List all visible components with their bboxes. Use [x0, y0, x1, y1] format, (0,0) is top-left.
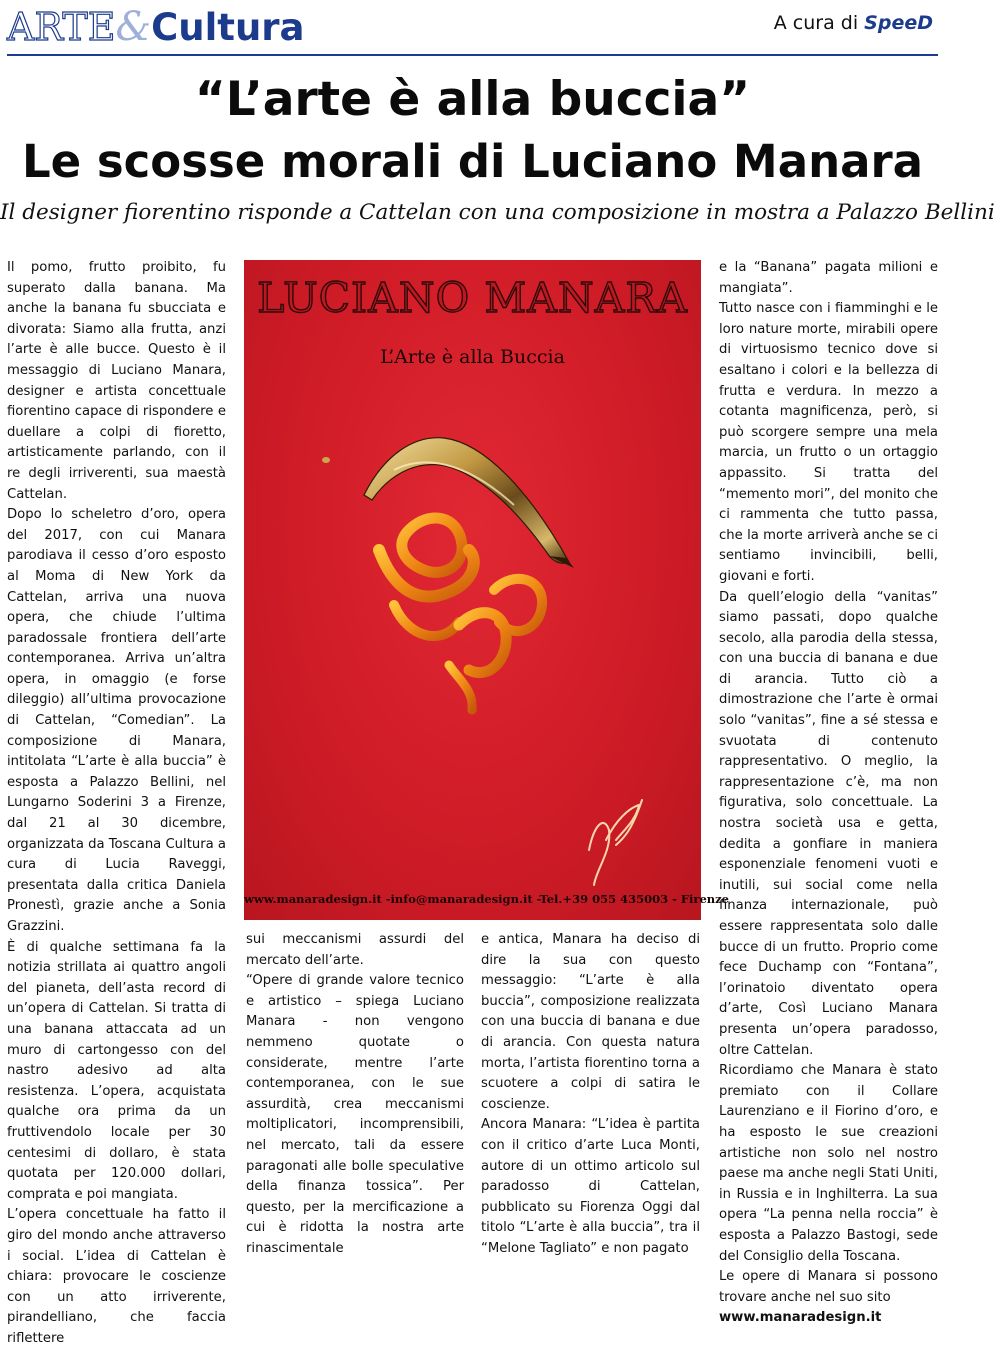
paragraph: Ancora Manara: “L’idea è partita con il critico d’arte Luca Monti, autore di un ottimo articolo sul paradosso di Cattelan, pubblicato su Fiorenza Oggi dal titolo “L’arte è alla buccia”, tra il “Melone Tagliato” e non pagato — [481, 1117, 700, 1256]
paragraph: e antica, Manara ha deciso di dire la sua con questo messaggio: “L’arte è alla buccia”, composizione realizzata con una buccia di banana e due di arancia. Con questa natura morta, l’artista fiorentino torna a scuotere a colpi di satira le coscienze. — [481, 932, 700, 1112]
section-logo-cultura: Cultura — [151, 6, 305, 49]
signature-icon — [589, 800, 642, 885]
curator-prefix: A cura di — [773, 12, 859, 34]
paragraph: Il pomo, frutto proibito, fu superato dalla banana. Ma anche la banana fu sbucciata e divorata: Siamo alla frutta, anzi l’arte è alle bucce. Questo è il messaggio di Luciano Manara, designer e artista concettuale fiorentino capace di rispondere e duellare a colpi di fioretto, artisticamente parlando, con il re degli irriverenti, sua maestà Cattelan. — [7, 260, 226, 502]
article-column-left — [7, 258, 226, 1346]
curator-credit — [774, 12, 933, 34]
orange-peel-icon — [379, 518, 542, 710]
headline-quote: “L’arte è alla buccia” — [194, 72, 751, 127]
masthead — [0, 0, 945, 56]
paragraph: Da quell’elogio della “vanitas” siamo passati, dopo qualche secolo, alla parodia della stessa, con una buccia di banana e due di arancia. Tutto ciò a dimostrazione che l’arte è ormai solo “vanitas”, fine a sé stessa e svuotata di contenuto rappresentativo. O meglio, la rappresentazione c’è, ma non figurativa, solo concettuale. La nostra società usa e getta, dedita a gonfiare in maniera esponenziale fenomeni vuoti e inutili, sui social come nella finanza internazionale, può essere rappresentata solo dalle bucce di un frutto. Proprio come fece Duchamp con “Fontana”, l’orinatoio diventato opera d’arte, Così Luciano Manara presenta un’opera paradosso, oltre Cattelan. — [719, 589, 938, 1058]
exhibition-poster — [244, 260, 729, 920]
paragraph: Ricordiamo che Manara è stato premiato con il Collare Laurenziano e il Fiorino d’oro, e ha esposto le sue creazioni artistiche non solo nel nostro paese ma anche negli Stati Uniti, in Russia e in Inghilterra. La sua opera “La penna nella roccia” è esposta a Palazzo Bastogi, sede del Consiglio della Toscana. — [719, 1063, 938, 1264]
article-column-right — [719, 258, 938, 1326]
paragraph: È di qualche settimana fa la notizia strillata ai quattro angoli del pianeta, dell’asta record di un’opera di Cattelan. Si tratta di una banana attaccata ad un muro di cartongesso con del nastro adesivo ad alta resistenza. L’opera, acquistata qualche ora prima da un fruttivendolo locale per 30 centesimi di dollaro, è stata quotata per 120.000 dollari, comprata e poi mangiata. — [7, 939, 226, 1202]
curator-name: SpeeD — [864, 12, 933, 34]
section-logo-ampersand: & — [115, 4, 152, 50]
paragraph: sui meccanismi assurdi del mercato dell’arte. — [246, 932, 464, 968]
section-logo-arte: ARTE — [7, 5, 116, 49]
article-column-middle-2 — [481, 930, 700, 1256]
paragraph: Tutto nasce con i fiamminghi e le loro nature morte, mirabili opere di virtuosismo tecnico dove si esaltano i colori e la bellezza di frutta e verdura. In mezzo a cotanta magnificenza, però, si può scorgere sempre una mela marcia, un frutto o un ortaggio appassito. Si tratta del “memento mori”, del monito che ci rammenta che tutto passa, che la morte arriverà anche se ci sentiamo invincibili, belli, giovani e forti. — [719, 301, 938, 584]
article-subtitle: Il designer fiorentino risponde a Cattelan con una composizione in mostra a Palazzo Bellini — [0, 200, 995, 225]
poster-subtitle: L’Arte è alla Buccia — [380, 346, 565, 368]
paragraph: e la “Banana” pagata milioni e mangiata”. — [719, 260, 938, 296]
headline-main: Le scosse morali di Luciano Manara — [21, 135, 924, 188]
paragraph: Dopo lo scheletro d’oro, opera del 2017, con cui Manara parodiava il cesso d’oro esposto al Moma di New York da Cattelan, arriva una nuova opera, che chiude l’ultima paradossale frontiera dell’arte contemporanea. Arriva un’altra opera, in omaggio (e forse dileggio) all’ultima provocazione di Cattelan, “Comedian”. La composizione di Manara, intitolata “L’arte è alla buccia” è esposta a Palazzo Bellini, nel Lungarno Soderini 3 a Firenze, dal 21 al 30 dicembre, organizzata da Toscana Cultura a cura di Lucia Raveggi, presentata dalla critica Daniela Pronestì, grazie anche a Sonia Grazzini. — [7, 507, 226, 934]
poster-contact-footer: www.manaradesign.it -info@manaradesign.it -Tel.+39 055 435003 - Firenze — [244, 892, 729, 906]
masthead-rule — [7, 54, 938, 56]
article-column-middle-1 — [246, 930, 464, 1256]
paragraph: Le opere di Manara si possono trovare anche nel suo sito — [719, 1269, 938, 1305]
seed-icon — [322, 457, 330, 463]
section-logo — [7, 2, 305, 52]
paragraph: L’opera concettuale ha fatto il giro del mondo anche attraverso i social. L’idea di Cattelan è chiara: provocare le coscienze con un atto irriverente, pirandelliano, che faccia riflettere — [7, 1207, 226, 1346]
website-link[interactable]: www.manaradesign.it — [719, 1310, 882, 1326]
paragraph: “Opere di grande valore tecnico e artistico – spiega Luciano Manara - non vengono nemmeno quotate o considerate, mentre l’arte contemporanea, con le sue assurdità, crea meccanismi moltiplicatori, incomprensibili, nel mercato, tali da essere paragonati alle bolle speculative della finanza tossica”. Per questo, per la mercificazione a cui è ridotta la nostra arte rinascimentale — [246, 973, 464, 1256]
poster-title: LUCIANO MANARA — [257, 274, 688, 322]
